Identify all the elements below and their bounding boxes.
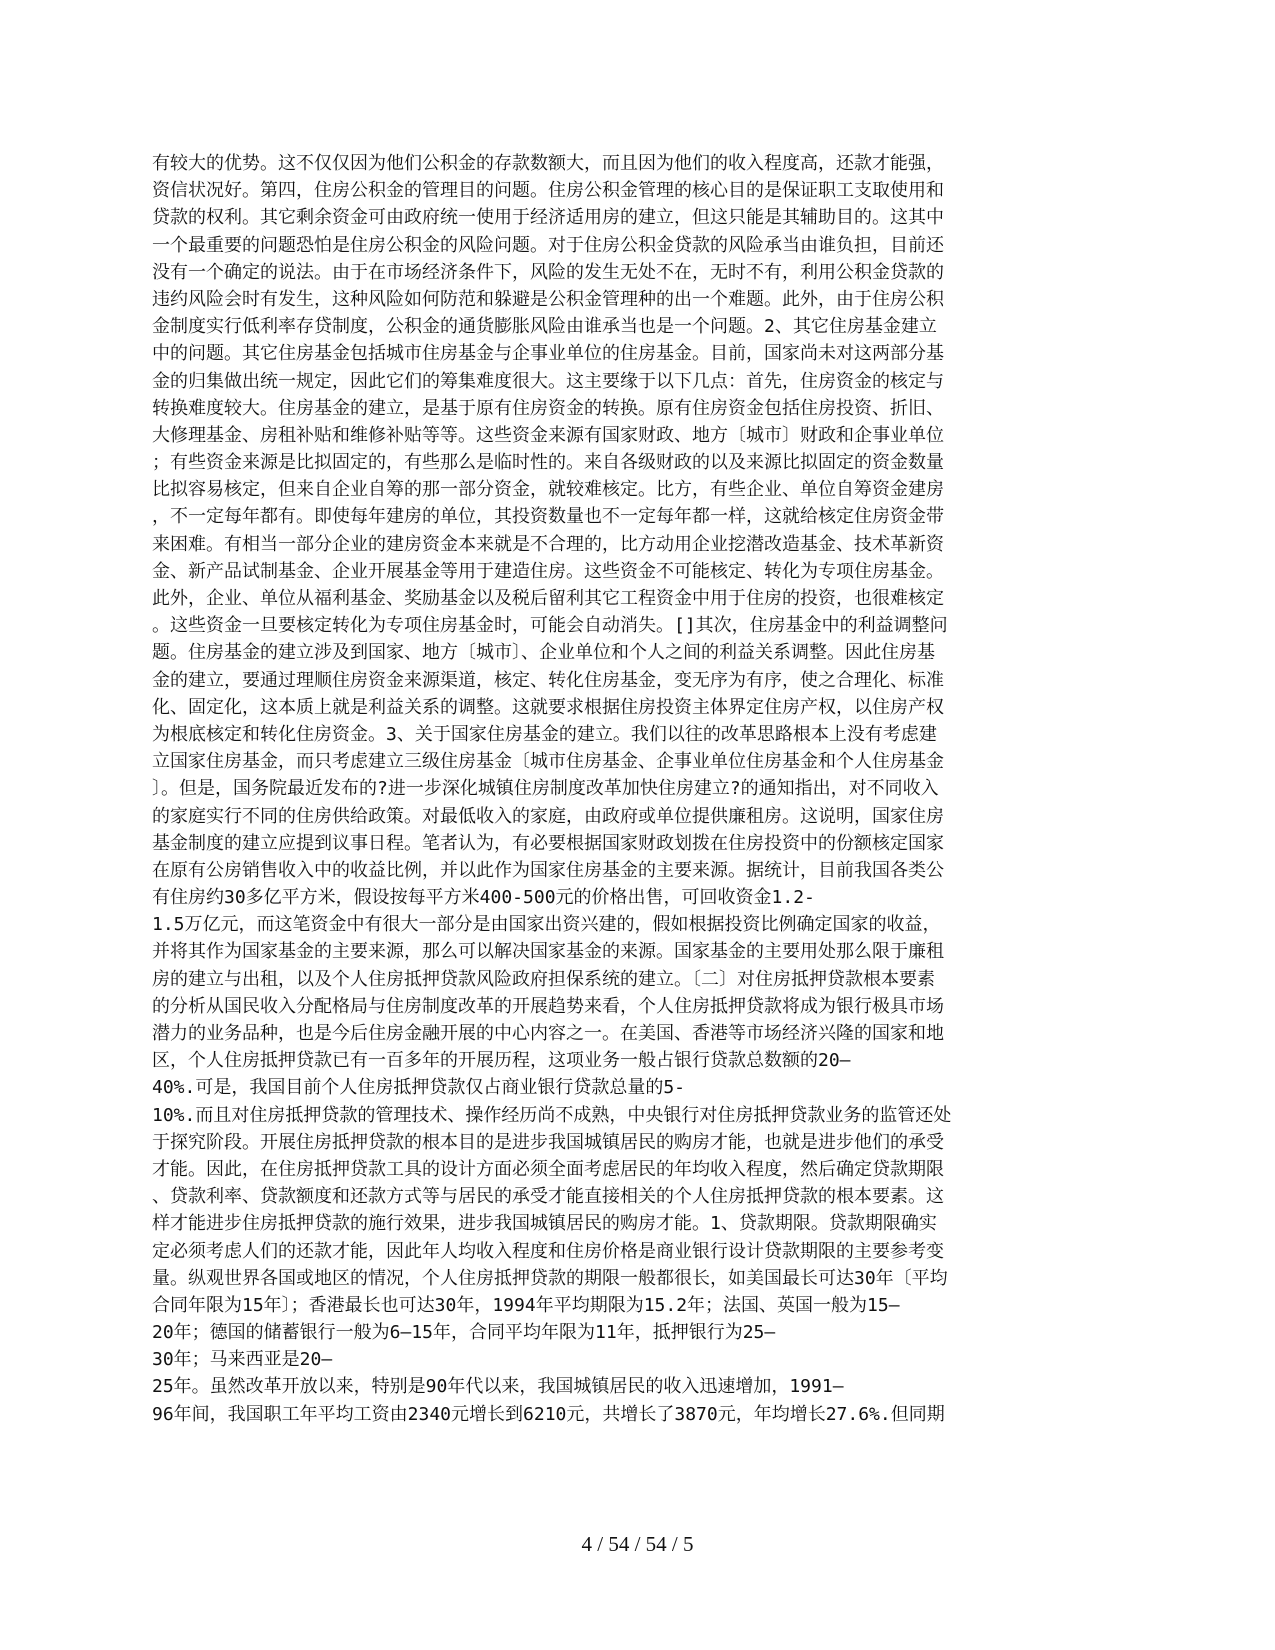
text-line: 30年；马来西亚是20— <box>152 1349 333 1371</box>
text-line: 96年间，我国职工年平均工资由2340元增长到6210元，共增长了3870元，年均增长27.6%.但同期 <box>152 1403 945 1425</box>
text-line: 区，个人住房抵押贷款已有一百多年的开展历程，这项业务一般占银行贷款总数额的20— <box>152 1050 851 1072</box>
text-line: 于探究阶段。开展住房抵押贷款的根本目的是进步我国城镇居民的购房才能，也就是进步他们的承受 <box>152 1131 944 1153</box>
text-line: 定必须考虑人们的还款才能，因此年人均收入程度和住房价格是商业银行设计贷款期限的主要参考变 <box>152 1240 944 1262</box>
text-line: 贷款的权利。其它剩余资金可由政府统一使用于经济适用房的建立，但这只能是其辅助目的。这其中 <box>152 207 944 229</box>
text-line: 在原有公房销售收入中的收益比例，并以此作为国家住房基金的主要来源。据统计，目前我国各类公 <box>152 859 944 881</box>
text-line: 资信状况好。第四，住房公积金的管理目的问题。住房公积金管理的核心目的是保证职工支取使用和 <box>152 180 944 202</box>
text-line: 比拟容易核定，但来自企业自筹的那一部分资金，就较难核定。比方，有些企业、单位自筹资金建房 <box>152 479 944 501</box>
text-line: 样才能进步住房抵押贷款的施行效果，进步我国城镇居民的购房才能。1、贷款期限。贷款期限确实 <box>152 1213 937 1235</box>
text-line: 立国家住房基金，而只考虑建立三级住房基金〔城市住房基金、企事业单位住房基金和个人住房基金 <box>152 751 944 773</box>
text-line: 10%.而且对住房抵押贷款的管理技术、操作经历尚不成熟，中央银行对住房抵押贷款业务的监管还处 <box>152 1104 952 1126</box>
text-line: 有住房约30多亿平方米，假设按每平方米400-500元的价格出售，可回收资金1.2- <box>152 887 815 909</box>
text-line: 化、固定化，这本质上就是利益关系的调整。这就要求根据住房投资主体界定住房产权，以住房产权 <box>152 696 944 718</box>
text-line: 金的归集做出统一规定，因此它们的筹集难度很大。这主要缘于以下几点：首先，住房资金的核定与 <box>152 370 944 392</box>
text-line: 潜力的业务品种，也是今后住房金融开展的中心内容之一。在美国、香港等市场经济兴隆的国家和地 <box>152 1023 944 1044</box>
text-line: 大修理基金、房租补贴和维修补贴等等。这些资金来源有国家财政、地方〔城市〕财政和企事业单位 <box>152 424 944 446</box>
text-line: 40%.可是，我国目前个人住房抵押贷款仅占商业银行贷款总量的5- <box>152 1077 686 1099</box>
text-line: 中的问题。其它住房基金包括城市住房基金与企事业单位的住房基金。目前，国家尚未对这两部分基 <box>152 343 944 365</box>
text-line: 基金制度的建立应提到议事日程。笔者认为，有必要根据国家财政划拨在住房投资中的份额核定国家 <box>152 832 944 854</box>
text-line: 的分析从国民收入分配格局与住房制度改革的开展趋势来看，个人住房抵押贷款将成为银行极具市场 <box>152 995 944 1017</box>
text-line: 违约风险会时有发生，这种风险如何防范和躲避是公积金管理种的出一个难题。此外，由于住房公积 <box>152 288 944 310</box>
text-line: 25年。虽然改革开放以来，特别是90年代以来，我国城镇居民的收入迅速增加，1991— <box>152 1376 844 1398</box>
text-line: 金制度实行低利率存贷制度，公积金的通货膨胀风险由谁承当也是一个问题。2、其它住房基金建立 <box>152 316 937 338</box>
text-line: 房的建立与出租，以及个人住房抵押贷款风险政府担保系统的建立。〔二〕对住房抵押贷款根本要素 <box>152 968 935 990</box>
text-line: 题。住房基金的建立涉及到国家、地方〔城市〕、企业单位和个人之间的利益关系调整。因此住房基 <box>152 642 935 664</box>
body-text <box>152 150 1132 1455</box>
text-line: 、贷款利率、贷款额度和还款方式等与居民的承受才能直接相关的个人住房抵押贷款的根本要素。这 <box>152 1186 944 1208</box>
text-line: 的家庭实行不同的住房供给政策。对最低收入的家庭，由政府或单位提供廉租房。这说明，国家住房 <box>152 805 944 827</box>
text-line: 量。纵观世界各国或地区的情况，个人住房抵押贷款的期限一般都很长，如美国最长可达30年〔平均 <box>152 1267 948 1289</box>
text-line: ，不一定每年都有。即使每年建房的单位，其投资数量也不一定每年都一样，这就给核定住房资金带 <box>152 506 944 528</box>
text-line: 为根底核定和转化住房资金。3、关于国家住房基金的建立。我们以往的改革思路根本上没有考虑建 <box>152 723 937 745</box>
text-line: 此外，企业、单位从福利基金、奖励基金以及税后留利其它工程资金中用于住房的投资，也很难核定 <box>152 588 944 609</box>
text-line: 来困难。有相当一部分企业的建房资金本来就是不合理的，比方动用企业挖潜改造基金、技术革新资 <box>152 533 944 555</box>
text-line: 合同年限为15年〕；香港最长也可达30年，1994年平均期限为15.2年；法国、英国一般为15— <box>152 1294 900 1316</box>
text-line <box>152 1428 1132 1455</box>
page-number: 4 / 54 / 54 / 5 <box>581 1532 694 1556</box>
text-line: 1.5万亿元，而这笔资金中有很大一部分是由国家出资兴建的，假如根据投资比例确定国家的收益， <box>152 914 941 936</box>
text-line: 并将其作为国家基金的主要来源，那么可以解决国家基金的来源。国家基金的主要用处那么限于廉租 <box>152 941 944 963</box>
text-line: 才能。因此，在住房抵押贷款工具的设计方面必须全面考虑居民的年均收入程度，然后确定贷款期限 <box>152 1158 944 1180</box>
text-line: ；有些资金来源是比拟固定的，有些那么是临时性的。来自各级财政的以及来源比拟固定的资金数量 <box>152 452 944 474</box>
text-line: 没有一个确定的说法。由于在市场经济条件下，风险的发生无处不在，无时不有，利用公积金贷款的 <box>152 261 944 283</box>
text-line: 金、新产品试制基金、企业开展基金等用于建造住房。这些资金不可能核定、转化为专项住房基金。 <box>152 560 944 582</box>
text-line: 20年；德国的储蓄银行一般为6—15年，合同平均年限为11年，抵押银行为25— <box>152 1322 776 1344</box>
text-line: 金的建立，要通过理顺住房资金来源渠道，核定、转化住房基金，变无序为有序，使之合理化、标准 <box>152 669 944 691</box>
text-line: 有较大的优势。这不仅仅因为他们公积金的存款数额大，而且因为他们的收入程度高，还款才能强， <box>152 153 944 174</box>
text-line: 。这些资金一旦要核定转化为专项住房基金时，可能会自动消失。[]其次，住房基金中的利益调整问 <box>152 615 948 637</box>
text-line: 〕。但是，国务院最近发布的?进一步深化城镇住房制度改革加快住房建立?的通知指出，对不同收入 <box>152 778 939 800</box>
text-line: 一个最重要的问题恐怕是住房公积金的风险问题。对于住房公积金贷款的风险承当由谁负担，目前还 <box>152 234 944 256</box>
text-line: 转换难度较大。住房基金的建立，是基于原有住房资金的转换。原有住房资金包括住房投资、折旧、 <box>152 397 944 419</box>
